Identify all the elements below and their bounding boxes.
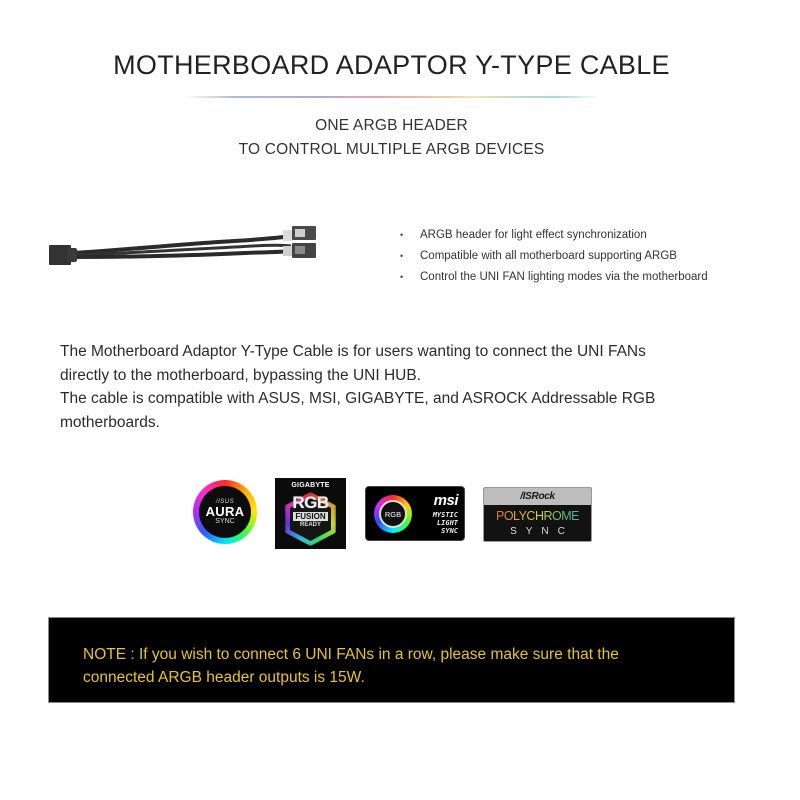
mystic-light-sync-text: MYSTIC LIGHT SYNC <box>432 511 458 535</box>
aura-text: AURA <box>205 504 245 519</box>
rainbow-divider <box>185 96 600 98</box>
msi-mystic-light-logo <box>365 486 465 541</box>
feature-item <box>400 266 708 287</box>
asrock-polychrome-sync-logo <box>483 487 592 542</box>
subtitle-line-1: ONE ARGB HEADER <box>315 117 468 134</box>
description-line: The cable is compatible with ASUS, MSI, GIGABYTE, and ASROCK Addressable RGB <box>60 390 656 407</box>
sync-text: SYNC <box>510 526 574 537</box>
rgb-ring-icon: RGB <box>374 495 412 533</box>
description-line: directly to the motherboard, bypassing the UNI HUB. <box>60 366 421 384</box>
asus-brand-text: /ISUS <box>215 499 235 505</box>
bullet-icon: • <box>400 229 404 240</box>
product-description <box>60 340 760 434</box>
description-line: The Motherboard Adaptor Y-Type Cable is for users wanting to connect the UNI FANs <box>60 343 646 360</box>
bullet-icon: • <box>400 250 404 261</box>
gigabyte-brand-text: GIGABYTE <box>291 482 330 489</box>
asrock-brand-text: /ISRock <box>484 488 591 505</box>
note-line: connected ARGB header outputs is 15W. <box>83 669 365 686</box>
feature-item <box>400 224 708 245</box>
note-box <box>48 617 735 703</box>
bullet-icon: • <box>400 271 404 282</box>
subtitle-line-2: TO CONTROL MULTIPLE ARGB DEVICES <box>238 141 545 158</box>
note-line: NOTE : If you wish to connect 6 UNI FANs in a row, please make sure that the <box>83 646 619 663</box>
sync-text: SYNC <box>215 518 235 525</box>
feature-text: Compatible with all motherboard supporting ARGB <box>420 249 677 262</box>
asus-aura-sync-logo <box>193 480 257 544</box>
page-title: MOTHERBOARD ADAPTOR Y-TYPE CABLE <box>113 50 670 80</box>
feature-list <box>400 224 708 287</box>
polychrome-text: POLYCHROME <box>484 507 591 525</box>
msi-brand-text: msi <box>433 492 458 509</box>
feature-text: Control the UNI FAN lighting modes via the motherboard <box>420 270 708 283</box>
y-type-cable-image <box>45 215 330 275</box>
description-line: motherboards. <box>60 413 160 431</box>
gigabyte-rgb-fusion-logo <box>275 478 346 549</box>
feature-item <box>400 245 708 266</box>
feature-text: ARGB header for light effect synchronization <box>420 228 647 241</box>
fusion-text: FUSION <box>295 512 326 521</box>
rgb-text: RGB <box>292 493 329 512</box>
ready-text: READY <box>299 522 321 528</box>
